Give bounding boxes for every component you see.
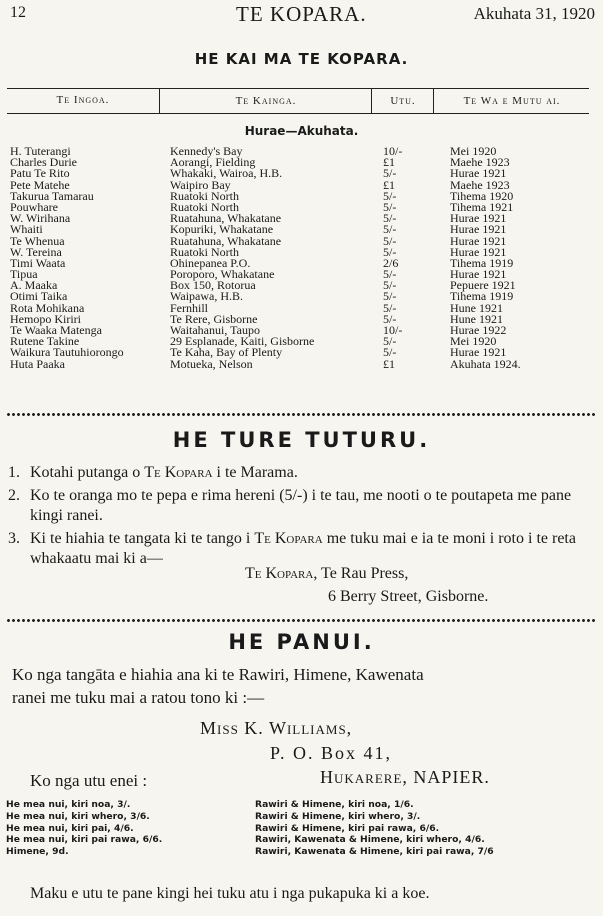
subscriber-amount: 5/-: [383, 211, 397, 226]
subscriber-name: Pouwhare: [10, 199, 58, 214]
subscriber-place: Ruatoki North: [170, 244, 239, 259]
subscriber-place: Ruatoki North: [170, 199, 239, 214]
price-item: He mea nui, kiri whero, 3/6.: [6, 810, 150, 822]
price-item: He mea nui, kiri noa, 3/.: [6, 799, 131, 810]
rule-item: [8, 486, 593, 526]
subscriber-place: Waipiro Bay: [170, 177, 231, 192]
subscriber-name: Patu Te Rito: [10, 166, 70, 181]
press-name: Te Kopara: [245, 565, 314, 582]
rule-publication-name: Te Kopara: [254, 530, 323, 547]
table-row: [10, 356, 590, 371]
subscriber-place: Ohinepanea P.O.: [170, 255, 251, 270]
price-item: Rawiri & Himene, kiri noa, 1/6.: [255, 799, 414, 810]
subscriber-amount: £1: [383, 356, 395, 371]
subscriber-amount: 10/-: [383, 323, 403, 337]
subscriber-place: Kennedy's Bay: [170, 144, 243, 158]
price-item: He mea nui, kiri pai rawa, 6/6.: [6, 834, 163, 846]
notice-intro: [12, 663, 592, 709]
subscriber-place: Fernhill: [170, 300, 208, 315]
subscriber-expires: Tihema 1921: [450, 199, 514, 214]
subscriber-expires: Mei 1920: [450, 144, 497, 158]
subscriber-amount: 5/-: [383, 267, 397, 282]
price-item: Rawiri, Kawenata & Himene, kiri pai rawa, 7/6: [255, 846, 494, 858]
subscriber-amount: 5/-: [383, 311, 397, 326]
subscriber-name: Te Waaka Matenga: [10, 323, 102, 337]
publication-title: TE KOPARA.: [236, 2, 367, 26]
notice-intro-line1: Ko nga tangāta e hiahia ana ki te Rawiri, Himene, Kawenata: [12, 665, 424, 684]
subscribers-table-header: [7, 88, 589, 114]
subscriber-expires: Hurae 1921: [450, 211, 507, 226]
subscriber-name: Te Whenua: [10, 233, 65, 248]
press-address-line1: [245, 565, 408, 583]
subscriber-name: Takurua Tamarau: [10, 188, 94, 203]
subscriber-expires: Mei 1920: [450, 334, 497, 349]
subscriber-amount: 10/-: [383, 144, 403, 158]
notice-title: HE PANUI.: [228, 630, 375, 654]
subscriber-place: Ruatoki North: [170, 188, 239, 203]
price-item: Himene, 9d.: [6, 846, 69, 858]
subscriber-place: Motueka, Nelson: [170, 356, 253, 371]
subscriber-place: Whakaki, Wairoa, H.B.: [170, 166, 283, 181]
column-header-expires: Te Wa e Mutu ai.: [433, 89, 590, 113]
contact-name: Miss K. Williams,: [200, 718, 353, 738]
subscriber-place: Waitahanui, Taupo: [170, 323, 260, 337]
subscriber-expires: Pepuere 1921: [450, 278, 516, 293]
prices-left-list: [6, 799, 162, 858]
subscriber-expires: Maehe 1923: [450, 155, 510, 170]
subscriber-amount: 5/-: [383, 300, 397, 315]
subscriber-expires: Hurae 1922: [450, 323, 507, 337]
subscriber-amount: £1: [383, 155, 395, 170]
subscriber-amount: 5/-: [383, 233, 397, 248]
subscriber-name: Rutene Takine: [10, 334, 80, 349]
subscriber-place: Waipawa, H.B.: [170, 289, 244, 304]
rule-publication-name: Te Kopara: [144, 464, 213, 481]
column-header-amount: Utu.: [371, 89, 434, 113]
subscriber-name: Hemopo Kiriri: [10, 311, 81, 326]
contact-place: Hukarere, NAPIER.: [320, 767, 490, 787]
subscriber-amount: £1: [383, 177, 395, 192]
subscriber-place: Box 150, Rotorua: [170, 278, 256, 293]
rules-list: [8, 463, 593, 572]
price-item: Rawiri & Himene, kiri pai rawa, 6/6.: [255, 822, 440, 834]
prices-right-list: [255, 799, 494, 858]
subscriber-amount: 5/-: [383, 199, 397, 214]
subscriber-expires: Tihema 1920: [450, 188, 514, 203]
subscriber-amount: 2/6: [383, 255, 399, 270]
page-number: 12: [10, 4, 26, 21]
subscriber-place: Ruatahuna, Whakatane: [170, 211, 282, 226]
rule-item: [8, 463, 593, 483]
subscriber-name: H. Tuterangi: [10, 144, 71, 158]
subscriber-name: Charles Durie: [10, 155, 77, 170]
notice-footer: Maku e utu te pane kingi hei tuku atu i nga pukapuka ki a koe.: [30, 885, 430, 902]
price-item: Rawiri, Kawenata & Himene, kiri whero, 4/6.: [255, 834, 485, 846]
subscriber-place: Kopuriki, Whakatane: [170, 222, 274, 237]
subscribers-title: HE KAI MA TE KOPARA.: [194, 50, 409, 68]
subscriber-amount: 5/-: [383, 244, 397, 259]
subscriber-amount: 5/-: [383, 188, 397, 203]
rule-text: Ko te oranga mo te pepa e rima hereni (5/-) i te tau, me nooti o te poutapeta me pane kingi ranei.: [30, 487, 572, 524]
subscriber-amount: 5/-: [383, 334, 397, 349]
rule-number: 1.: [8, 464, 20, 481]
subscriber-expires: Hurae 1921: [450, 244, 507, 259]
subscriber-place: Aorangi, Fielding: [170, 155, 256, 170]
subscriber-expires: Hune 1921: [450, 300, 503, 315]
rule-number: 2.: [8, 487, 20, 504]
subscriber-name: A. Maaka: [10, 278, 58, 293]
subscriber-expires: Akuhata 1924.: [450, 356, 521, 371]
subscriber-name: Tipua: [10, 267, 38, 282]
notice-intro-line2: ranei me tuku mai a ratou tono ki :—: [12, 688, 265, 707]
subscriber-expires: Hurae 1921: [450, 267, 507, 282]
subscriber-expires: Tihema 1919: [450, 289, 514, 304]
subscriber-amount: 5/-: [383, 345, 397, 360]
rule-number: 3.: [8, 530, 20, 547]
rule-text-end: me tuku mai e ia te moni i roto i te reta whakaatu mai ki a—: [30, 530, 576, 567]
subscriber-name: W. Wirihana: [10, 211, 71, 226]
subscriber-name: Timi Waata: [10, 255, 66, 270]
rule-text: Kotahi putanga o: [30, 464, 145, 481]
subscriber-name: Rota Mohikana: [10, 300, 85, 315]
subscriber-amount: 5/-: [383, 289, 397, 304]
subscriber-amount: 5/-: [383, 278, 397, 293]
press-name-rest: , Te Rau Press,: [313, 565, 409, 582]
subscriber-expires: Maehe 1923: [450, 177, 510, 192]
subscriber-place: 29 Esplanade, Kaiti, Gisborne: [170, 334, 315, 349]
subscriber-expires: Hune 1921: [450, 311, 503, 326]
dotted-divider: [6, 412, 596, 417]
subscriber-name: Waikura Tautuhiorongo: [10, 345, 124, 360]
press-address-line2: 6 Berry Street, Gisborne.: [328, 588, 489, 605]
subscriber-place: Te Rere, Gisborne: [170, 311, 258, 326]
subscriber-expires: Hurae 1921: [450, 166, 507, 181]
rules-title: HE TURE TUTURU.: [172, 428, 431, 452]
table-row: [10, 291, 590, 302]
subscriber-name: Otimi Taika: [10, 289, 68, 304]
price-item: He mea nui, kiri pai, 4/6.: [6, 822, 134, 834]
page-header: [8, 2, 595, 26]
subscriber-expires: Hurae 1921: [450, 233, 507, 248]
contact-box: P. O. Box 41,: [270, 743, 393, 763]
period-subheading: Hurae—Akuhata.: [244, 124, 359, 138]
subscriber-expires: Hurae 1921: [450, 222, 507, 237]
rule-text: Ki te hiahia te tangata ki te tango i: [30, 530, 255, 547]
subscriber-place: Ruatahuna, Whakatane: [170, 233, 282, 248]
subscriber-name: Huta Paaka: [10, 356, 65, 371]
subscriber-expires: Tihema 1919: [450, 255, 514, 270]
subscriber-name: Pete Matehe: [10, 177, 70, 192]
column-header-place: Te Kainga.: [159, 89, 372, 113]
subscribers-table: [10, 146, 590, 370]
subscriber-place: Poroporo, Whakatane: [170, 267, 275, 282]
subscriber-expires: Hurae 1921: [450, 345, 507, 360]
dotted-divider: [6, 618, 596, 623]
subscriber-amount: 5/-: [383, 222, 397, 237]
rule-text-end: i te Marama.: [212, 464, 298, 481]
column-header-name: Te Ingoa.: [56, 94, 110, 106]
rule-item: [8, 529, 593, 569]
subscriber-name: W. Tereina: [10, 244, 62, 259]
subscriber-name: Whaiti: [10, 222, 43, 237]
issue-date: Akuhata 31, 1920: [473, 4, 595, 23]
price-item: Rawiri & Himene, kiri whero, 3/.: [255, 810, 421, 822]
subscriber-amount: 5/-: [383, 166, 397, 181]
prices-heading: Ko nga utu enei :: [30, 771, 148, 790]
subscriber-place: Te Kaha, Bay of Plenty: [170, 345, 283, 360]
table-row: [10, 300, 590, 315]
